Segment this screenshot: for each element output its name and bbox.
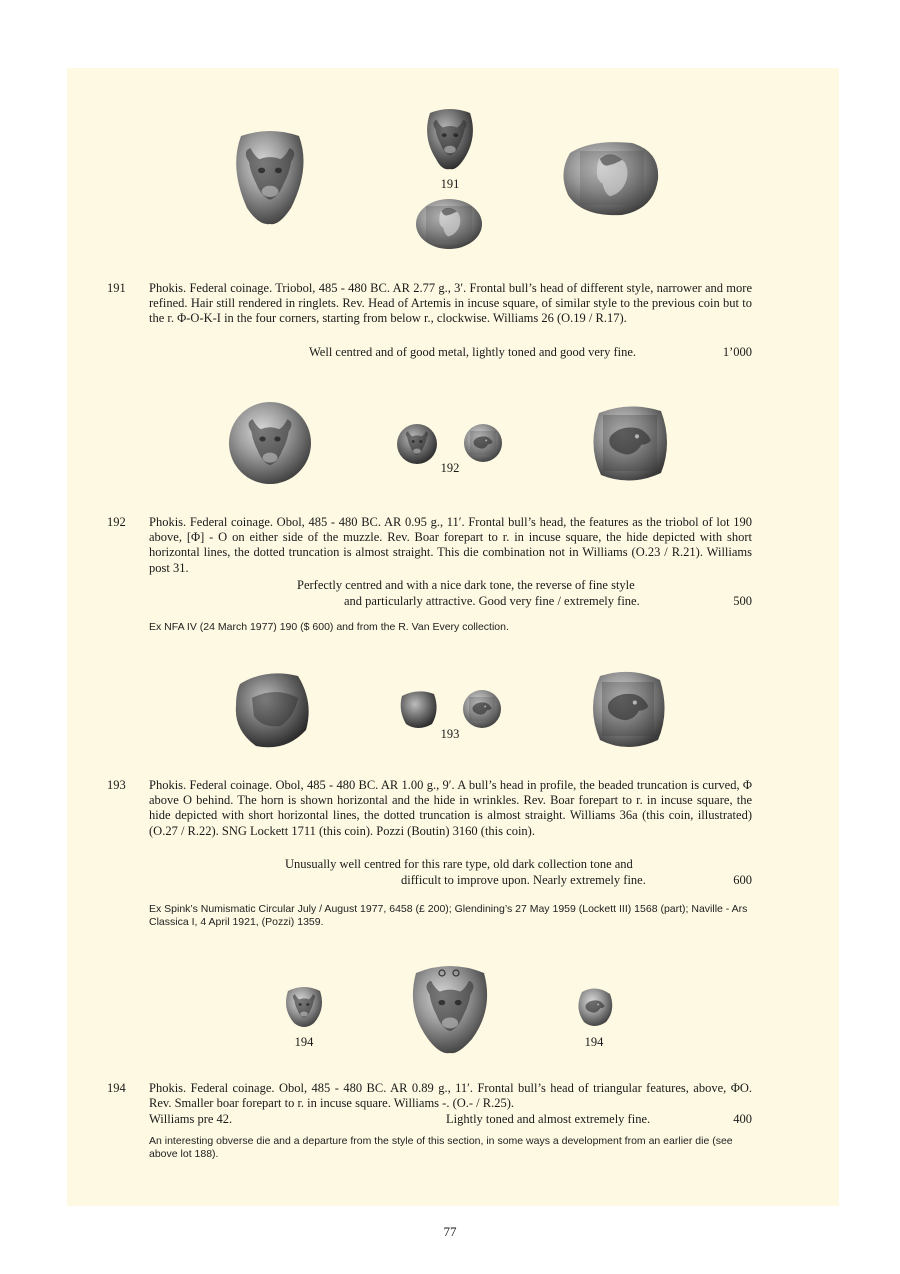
plate-label: 193: [440, 727, 460, 741]
lot-estimate: 400: [733, 1112, 752, 1126]
lot-number: 192: [107, 515, 126, 529]
coin-192-obverse-large: [229, 401, 311, 485]
coin-194-obverse-large: [410, 963, 490, 1053]
coin-194-obverse-small: [284, 985, 324, 1029]
lot-description: Phokis. Federal coinage. Triobol, 485 - 480 BC. AR 2.77 g., 3′. Frontal bull’s head of different style, narrower and more refined. Hair still rendered in ringlets. Rev. Head of Artemis in incuse square, of similar style to the previous coin but to the r. Φ-O-K-I in the four corners, starting from below r., clockwise. Williams 26 (O.19 / R.17).: [149, 281, 752, 326]
lot-description: Phokis. Federal coinage. Obol, 485 - 480 BC. AR 1.00 g., 9′. A bull’s head in profile, the beaded truncation is curved, Φ above O behind. The horn is shown horizontal and the hide in wrinkles. Rev. Boar forepart to r. in incuse square, the hide depicted with short horizontal lines, the dotted truncation is almost straight. Williams 36a (this coin, illustrated) (O.27 / R.22). SNG Lockett 1711 (this coin). Pozzi (Boutin) 3160 (this coin).: [149, 778, 752, 838]
coin-194-reverse-small: [576, 986, 614, 1028]
lot-number: 193: [107, 778, 126, 792]
coin-193-obverse-large: [232, 668, 312, 750]
coin-191-reverse-large: [562, 139, 660, 217]
coin-193-reverse-large: [588, 668, 668, 750]
lot-provenance: Ex NFA IV (24 March 1977) 190 ($ 600) and from the R. Van Every collection.: [149, 621, 509, 633]
lot-number: 194: [107, 1081, 126, 1095]
plate-label: 192: [440, 461, 460, 475]
plate-label: 194: [294, 1035, 314, 1049]
lot-estimate: 1’000: [722, 345, 752, 359]
lot-condition: Lightly toned and almost extremely fine.: [446, 1112, 651, 1126]
coin-191-obverse-small: [424, 107, 476, 171]
lot-estimate: 500: [733, 594, 752, 608]
lot-condition: difficult to improve upon. Nearly extremely fine.: [401, 873, 646, 887]
page-number: 77: [443, 1224, 457, 1239]
lot-description-end: Williams pre 42.: [149, 1112, 233, 1126]
lot-condition: Well centred and of good metal, lightly toned and good very fine.: [309, 345, 637, 359]
coin-192-reverse-small: [463, 423, 503, 463]
coin-191-reverse-small: [416, 198, 482, 250]
lot-number: 191: [107, 281, 126, 295]
lot-provenance: An interesting obverse die and a departure from the style of this section, in some ways a development from an earlier die (see above lot 188).: [149, 1135, 733, 1160]
lot-description: Phokis. Federal coinage. Obol, 485 - 480 BC. AR 0.89 g., 11′. Frontal bull’s head of triangular features, above, ΦO. Rev. Smaller boar forepart to r. in incuse square. Williams -. (O.- / R.25).: [149, 1081, 752, 1111]
coin-192-reverse-large: [589, 401, 671, 485]
coin-191-obverse-large: [231, 128, 309, 226]
coin-193-reverse-small: [462, 689, 502, 729]
coin-193-obverse-small: [398, 688, 438, 730]
lot-estimate: 600: [733, 873, 752, 887]
lot-description: Phokis. Federal coinage. Obol, 485 - 480 BC. AR 0.95 g., 11′. Frontal bull’s head, the features as the triobol of lot 190 above, [Φ] - O on either side of the muzzle. Rev. Boar forepart to r. in incuse square, the hide depicted with short horizontal lines, the dotted truncation is almost straight. This die combination not in Williams (O.23 / R.21). Williams post 31.: [149, 515, 752, 575]
lot-condition: and particularly attractive. Good very fine / extremely fine.: [344, 594, 640, 608]
plate-label: 194: [584, 1035, 604, 1049]
plate-label: 191: [440, 177, 460, 191]
lot-condition: Perfectly centred and with a nice dark tone, the reverse of fine style: [297, 578, 635, 592]
lot-provenance: Ex Spink’s Numismatic Circular July / August 1977, 6458 (£ 200); Glendining’s 27 May 1959 (Lockett III) 1568 (part); Naville - Ars Classica I, 4 April 1921, (Pozzi) 1359.: [149, 903, 748, 928]
coin-192-obverse-small: [396, 423, 438, 465]
lot-condition: Unusually well centred for this rare type, old dark collection tone and: [285, 857, 633, 871]
